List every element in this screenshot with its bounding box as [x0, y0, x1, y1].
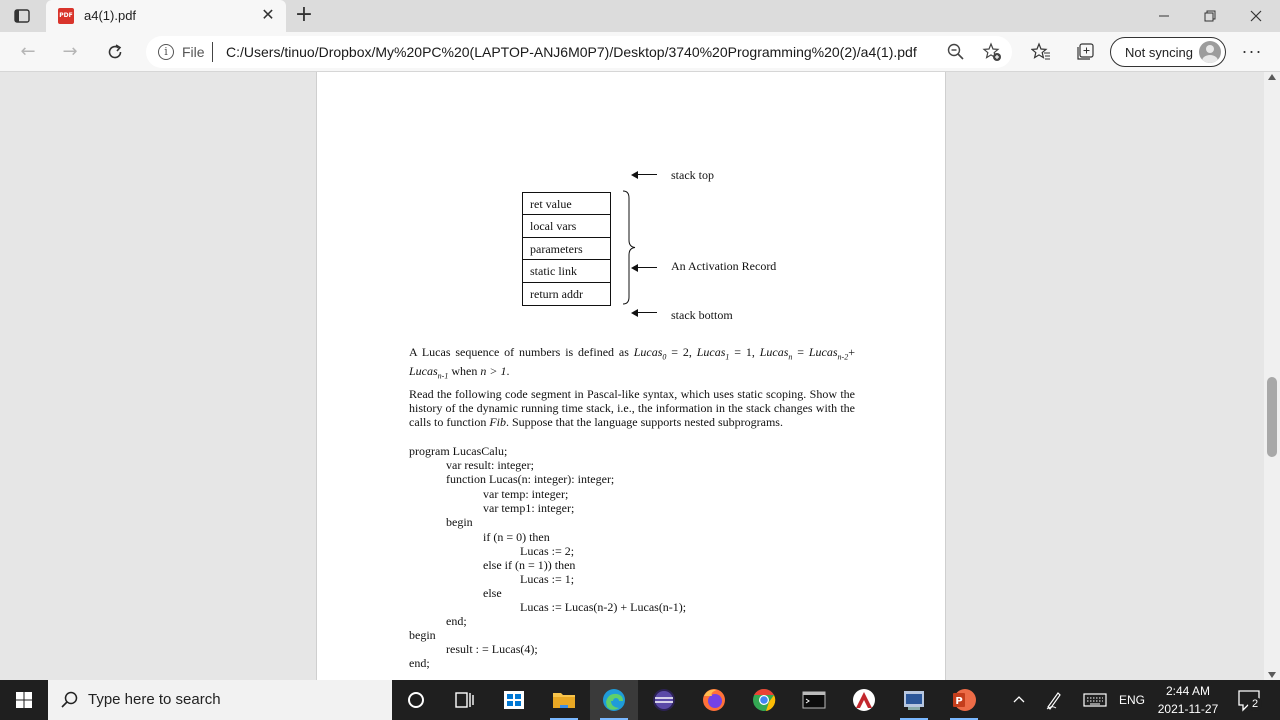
text-run: +: [848, 345, 855, 359]
forward-arrow-icon[interactable]: →: [62, 41, 78, 62]
stack-bottom-label: stack bottom: [671, 308, 733, 322]
eclipse-icon[interactable]: [640, 680, 688, 720]
text-run: Lucas: [808, 345, 838, 359]
code-line: if (n = 0) then: [483, 530, 550, 544]
refresh-icon[interactable]: [101, 38, 129, 66]
text-run: =: [792, 345, 809, 359]
stack-bottom-arrow: [631, 308, 659, 318]
stack-cell: ret value: [523, 193, 610, 215]
stack-cell: static link: [523, 260, 610, 282]
firefox-icon[interactable]: [690, 680, 738, 720]
notification-badge: 2: [1248, 697, 1262, 711]
system-clock[interactable]: [1148, 682, 1228, 718]
clock-date: 2021-11-27: [1157, 702, 1219, 716]
text-run: .: [506, 364, 510, 379]
stack-cell: local vars: [523, 215, 610, 237]
notification-center-icon[interactable]: [1234, 688, 1264, 714]
code-line: result : = Lucas(4);: [446, 642, 538, 656]
text-run: = 2,: [666, 345, 697, 359]
clock-time: 2:44 AM: [1165, 684, 1211, 698]
profile-button[interactable]: [1110, 37, 1226, 67]
lucas-definition-paragraph: [409, 345, 855, 384]
scroll-down-icon[interactable]: [1268, 672, 1276, 678]
browser-toolbar: [0, 32, 1280, 72]
url-separator: [212, 42, 213, 62]
activation-record-label: An Activation Record: [671, 259, 777, 273]
stack-cell: return addr: [530, 286, 583, 301]
activation-record-table: [522, 192, 611, 306]
code-line: begin: [409, 628, 436, 642]
show-hidden-icons-icon[interactable]: [1006, 680, 1032, 720]
browser-tab[interactable]: [46, 0, 286, 32]
stack-top-arrow: [631, 170, 659, 180]
collections-icon[interactable]: [1075, 42, 1095, 62]
restore-icon[interactable]: [1187, 0, 1233, 32]
language-indicator[interactable]: ENG: [1118, 693, 1145, 707]
code-line: begin: [446, 515, 473, 529]
activation-record-arrow: [631, 263, 659, 273]
code-line: else: [483, 586, 502, 600]
text-run: = 1,: [729, 345, 760, 359]
tab-title: a4(1).pdf: [84, 8, 137, 23]
text-run: A Lucas sequence of numbers is defined as: [409, 345, 634, 359]
text-run: when: [448, 364, 481, 379]
code-line: Lucas := 1;: [520, 572, 575, 586]
code-line: end;: [446, 614, 467, 628]
scroll-thumb[interactable]: [1267, 377, 1277, 457]
curly-brace: [622, 190, 636, 305]
edge-icon[interactable]: [590, 680, 638, 720]
scroll-up-icon[interactable]: [1268, 74, 1276, 80]
subscript: 1: [725, 352, 730, 362]
info-icon[interactable]: i: [158, 44, 174, 60]
text-run: Lucas: [409, 364, 438, 379]
subscript: n: [788, 352, 793, 362]
keyboard-icon[interactable]: [1080, 680, 1110, 720]
text-run: Fib: [489, 415, 506, 429]
profile-avatar-icon: [1199, 41, 1221, 63]
store-icon[interactable]: [490, 680, 538, 720]
racket-icon[interactable]: [840, 680, 888, 720]
code-line: var temp: integer;: [483, 487, 569, 501]
vertical-scrollbar[interactable]: [1264, 72, 1280, 680]
terminal-icon[interactable]: [790, 680, 838, 720]
code-line: function Lucas(n: integer): integer;: [446, 472, 615, 486]
code-line: Lucas := Lucas(n-2) + Lucas(n-1);: [520, 600, 687, 614]
instructions-paragraph: [409, 387, 855, 429]
address-bar[interactable]: [146, 36, 1012, 68]
windows-start-icon[interactable]: [0, 680, 48, 720]
pdf-page: [316, 72, 946, 680]
text-run: Lucas: [633, 345, 663, 359]
back-arrow-icon[interactable]: ←: [20, 41, 36, 62]
task-view-icon[interactable]: [440, 680, 488, 720]
text-run: Lucas: [759, 345, 789, 359]
svg-text:P: P: [955, 696, 963, 707]
profile-label: Not syncing: [1125, 45, 1193, 60]
subscript: n-1: [437, 371, 449, 381]
tab-actions-icon[interactable]: [12, 6, 32, 26]
powerpoint-icon[interactable]: [940, 680, 988, 720]
more-icon[interactable]: ···: [1241, 41, 1263, 61]
pdf-favicon-icon: PDF: [58, 8, 74, 24]
code-line: program LucasCalu;: [409, 444, 508, 458]
file-explorer-icon[interactable]: [540, 680, 588, 720]
search-icon: [60, 690, 80, 710]
zoom-out-icon[interactable]: [946, 42, 966, 62]
code-line: var temp1: integer;: [483, 501, 575, 515]
tab-strip: [0, 0, 1280, 32]
favorites-icon[interactable]: [1031, 42, 1051, 62]
url-scheme: File: [182, 44, 205, 60]
new-tab-plus-icon[interactable]: +: [294, 2, 314, 27]
text-run: Read the following code segment in Pascal-like syntax, which uses static scoping. Show the history of the dynamic running time stack, i.e., the information in the stack changes with the calls to function: [409, 387, 855, 429]
taskbar-search-box[interactable]: [48, 680, 392, 720]
cortana-icon[interactable]: [392, 680, 440, 720]
visual-studio-icon[interactable]: [890, 680, 938, 720]
close-window-icon[interactable]: [1233, 0, 1279, 32]
windows-taskbar: [0, 680, 1280, 720]
stack-top-label: stack top: [671, 168, 714, 182]
text-run: Lucas: [696, 345, 726, 359]
chrome-icon[interactable]: [740, 680, 788, 720]
close-tab-icon[interactable]: ✕: [261, 7, 275, 24]
text-run: n > 1: [480, 364, 507, 379]
text-run: . Suppose that the language supports nested subprograms.: [506, 415, 783, 429]
code-line: Lucas := 2;: [520, 544, 575, 558]
stack-cell: parameters: [523, 238, 610, 260]
minimize-icon[interactable]: [1141, 0, 1187, 32]
pdf-viewer[interactable]: [0, 72, 1280, 680]
pen-icon[interactable]: [1040, 680, 1068, 720]
code-line: end;: [409, 656, 430, 670]
search-placeholder: Type here to search: [88, 691, 221, 708]
subscript: n-2: [837, 352, 849, 362]
url-text[interactable]: C:/Users/tinuo/Dropbox/My%20PC%20(LAPTOP-ANJ6M0P7)/Desktop/3740%20Programming%20(2)/a4(1).pdf: [226, 44, 917, 60]
code-line: var result: integer;: [446, 458, 534, 472]
add-favorite-icon[interactable]: [982, 42, 1002, 62]
subscript: 0: [662, 352, 667, 362]
code-line: else if (n = 1)) then: [483, 558, 576, 572]
